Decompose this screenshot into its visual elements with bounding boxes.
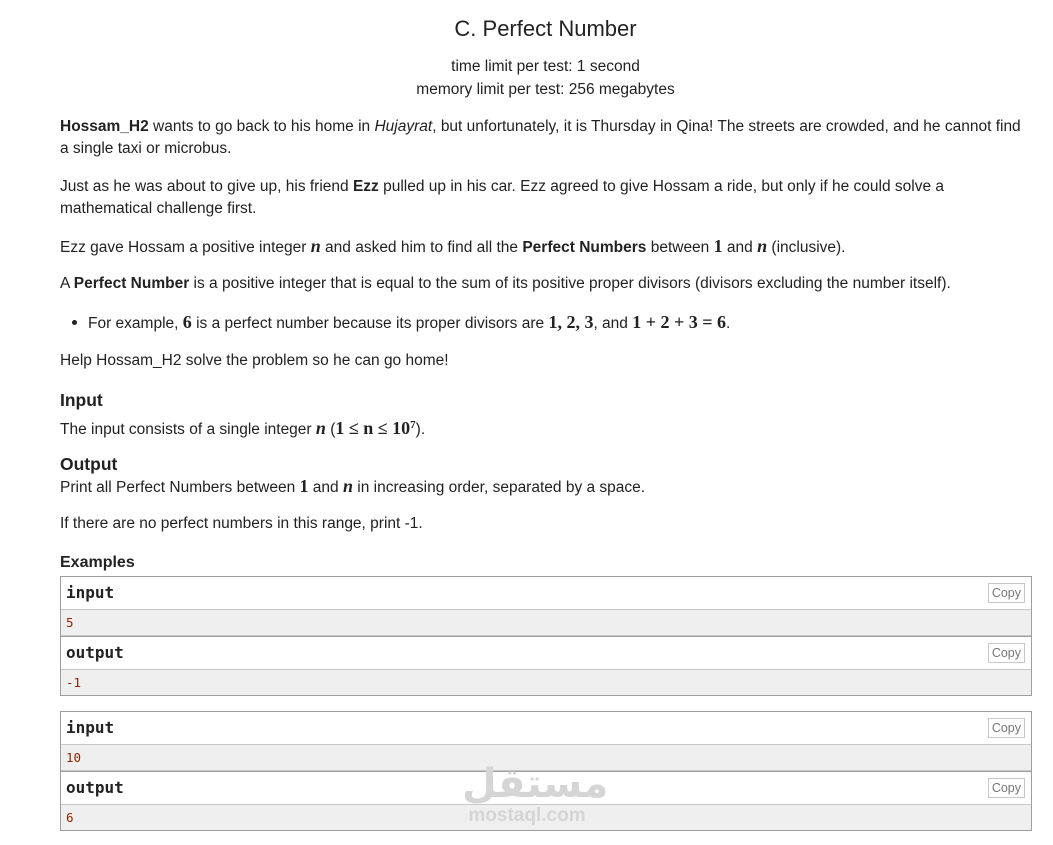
text: ). (415, 421, 426, 439)
text: is a perfect number because its proper divisors are (191, 315, 549, 332)
perfect-numbers-term: Perfect Numbers (522, 239, 647, 256)
math-n: n (342, 476, 353, 496)
input-specification (60, 414, 1031, 441)
input-label: input (66, 718, 115, 737)
text: The input consists of a single integer (60, 421, 316, 439)
text: (inclusive). (767, 239, 846, 256)
math-n: n (310, 236, 321, 256)
problem-title: C. Perfect Number (454, 16, 637, 41)
text: ( (325, 421, 336, 439)
place-name: Hujayrat (374, 118, 433, 135)
example-1-input-header (61, 577, 1031, 610)
text: For example, (88, 315, 183, 332)
math-one: 1 (299, 476, 309, 496)
watermark-arabic: مستقل (462, 761, 609, 807)
copy-button[interactable]: Copy (988, 643, 1025, 663)
output-label: output (66, 643, 124, 662)
statement-paragraph-2 (60, 176, 1031, 220)
text: , and (593, 315, 633, 332)
watermark-latin: mostaql.com (468, 805, 586, 826)
output-note: If there are no perfect numbers in this range, print -1. (60, 515, 423, 532)
statement-paragraph-1 (60, 116, 1031, 160)
math-divisors: 1, 2, 3 (548, 312, 594, 332)
text: and (722, 239, 758, 256)
copy-button[interactable]: Copy (988, 718, 1025, 738)
example-1-output (61, 670, 1031, 695)
text: Just as he was about to give up, his friend (60, 178, 353, 195)
math-n: n (757, 236, 768, 256)
text: Print all Perfect Numbers between (60, 479, 300, 496)
output-label: output (66, 778, 124, 797)
math-equation: 1 + 2 + 3 = 6 (632, 312, 726, 332)
text: , but unfortunately, it is Thursday in Qina! The streets are crowded, and he cannot find a single taxi or microbus. (60, 118, 1021, 157)
time-limit: time limit per test: 1 second (451, 58, 640, 75)
text: and (308, 479, 343, 496)
output-specification (60, 475, 1031, 499)
example-output-value: 6 (66, 810, 74, 825)
bullet-dot (72, 312, 80, 320)
text: in increasing order, separated by a space. (353, 479, 646, 496)
bullet-example (88, 311, 1028, 335)
text: wants to go back to his home in (148, 118, 375, 135)
output-section-title: Output (60, 454, 118, 474)
hossam-name: Hossam_H2 (60, 118, 149, 135)
text: pulled up in his car. Ezz agreed to give Hossam a ride, but only if he could solve a mathematical challenge first. (60, 178, 945, 217)
copy-button[interactable]: Copy (988, 778, 1025, 798)
input-section-title: Input (60, 390, 103, 410)
text: A (60, 275, 74, 292)
friend-name: Ezz (352, 178, 379, 195)
input-label: input (66, 583, 115, 602)
example-1 (60, 576, 1032, 696)
mostaql-watermark (462, 761, 609, 826)
statement-paragraph-5: Help Hossam_H2 solve the problem so he can go home! (60, 352, 449, 369)
example-1-output-header (61, 636, 1031, 670)
text: is a positive integer that is equal to the sum of its positive proper divisors (divisors excluding the number itself). (189, 275, 951, 292)
memory-limit: memory limit per test: 256 megabytes (416, 80, 675, 98)
text: between (646, 239, 714, 256)
example-input-value: 10 (66, 750, 82, 765)
example-1-input (61, 610, 1031, 636)
examples-title: Examples (60, 554, 135, 571)
statement-paragraph-3 (60, 235, 1031, 259)
example-output-value: -1 (66, 675, 82, 690)
problem-limits (60, 56, 1031, 101)
math-exponent: 7 (410, 419, 416, 431)
math-n: n (315, 418, 326, 439)
text: . (726, 315, 731, 332)
perfect-number-term: Perfect Number (73, 275, 190, 292)
math-constraint: 1 ≤ n ≤ 10 (335, 418, 411, 439)
example-input-value: 5 (66, 615, 74, 630)
example-2-input-header (61, 712, 1031, 745)
text: Ezz gave Hossam a positive integer (60, 239, 311, 256)
copy-button[interactable]: Copy (988, 583, 1025, 603)
math-one: 1 (713, 236, 723, 256)
text: and asked him to find all the (320, 239, 523, 256)
statement-paragraph-4 (60, 273, 1031, 295)
math-six: 6 (182, 312, 192, 332)
